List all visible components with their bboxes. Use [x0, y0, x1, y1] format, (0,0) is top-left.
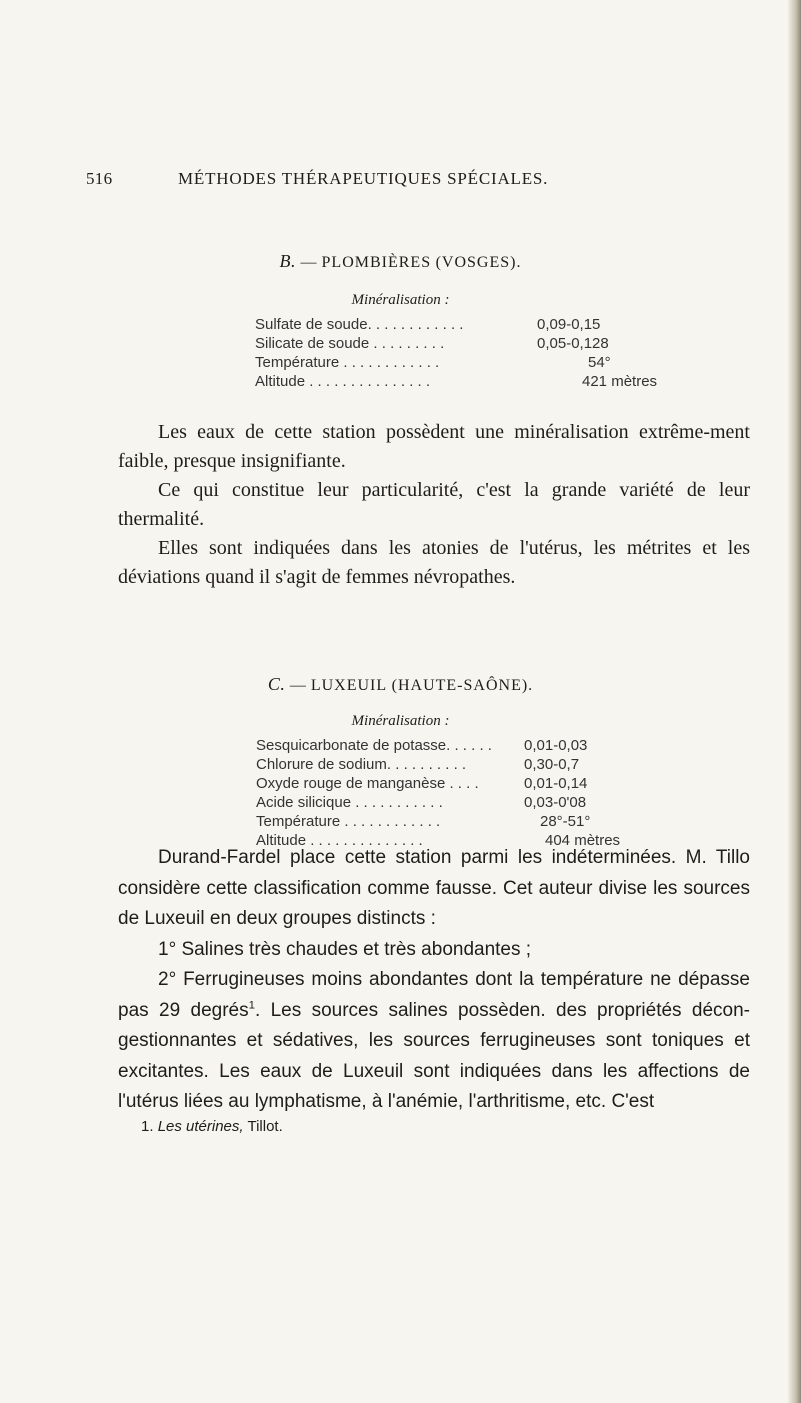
section-b-table: [255, 316, 705, 392]
section-b-body: [118, 418, 750, 592]
table-row: [255, 354, 705, 373]
row-label: Altitude . . . . . . . . . . . . . . .: [255, 373, 431, 390]
footnote: [141, 1118, 283, 1135]
row-value: 0,01-0,14: [524, 775, 588, 792]
paragraph: 1° Salines très chaudes et très abondantes ;: [158, 938, 532, 960]
footnote-reference[interactable]: 1: [248, 999, 255, 1012]
section-c-title: [0, 674, 801, 695]
section-b-title: [0, 251, 801, 272]
row-label: Altitude . . . . . . . . . . . . . .: [256, 832, 423, 849]
paragraph: Elles sont indiquées dans les atonies de l'utérus, les métrites et les déviations quand il s'agit de femmes névropathes.: [118, 537, 750, 588]
page-edge-shadow: [787, 0, 801, 1403]
row-label: Température . . . . . . . . . . . .: [255, 354, 440, 371]
section-c-station: LUXEUIL: [310, 677, 388, 694]
table-row: [256, 756, 716, 775]
table-row: [255, 373, 705, 392]
table-row: [255, 316, 705, 335]
row-label: Chlorure de sodium. . . . . . . . . .: [256, 756, 467, 773]
section-b-station: PLOMBIÈRES: [321, 254, 432, 271]
paragraph: Ce qui constitue leur particularité, c'est la grande variété de leur thermalité.: [118, 479, 750, 530]
paragraph: Durand-Fardel place cette station parmi les indéterminées. M. Tillo considère cette classification comme fausse. Cet auteur divise les sources de Luxeuil en deux groupes distincts :: [118, 847, 750, 929]
row-value: 0,05-0,128: [537, 335, 609, 352]
row-label: Sesquicarbonate de potasse. . . . . .: [256, 737, 492, 754]
footnote-number: 1.: [141, 1118, 154, 1135]
row-value: 28°-51°: [540, 813, 591, 830]
row-label: Oxyde rouge de manganèse . . . .: [256, 775, 479, 792]
row-label: Sulfate de soude. . . . . . . . . . . .: [255, 316, 464, 333]
table-row: [256, 775, 716, 794]
table-row: [256, 813, 716, 832]
row-value: 0,30-0,7: [524, 756, 580, 773]
running-title: MÉTHODES THÉRAPEUTIQUES SPÉCIALES.: [178, 169, 549, 188]
row-value: 0,09-0,15: [537, 316, 601, 333]
row-label: Température . . . . . . . . . . . .: [256, 813, 441, 830]
table-row: [256, 794, 716, 813]
section-b-region: (VOSGES).: [435, 254, 522, 271]
section-b-subheading: Minéralisation :: [351, 292, 450, 308]
paragraph-text: 2° Ferrugineuses moins abondantes dont la température ne dépasse pas 29 degrés: [118, 969, 750, 1021]
section-c-table: [256, 737, 716, 851]
row-value: 421 mètres: [582, 373, 658, 390]
row-value: 0,01-0,03: [524, 737, 588, 754]
section-b-letter: B.: [279, 251, 297, 271]
row-label: Acide silicique . . . . . . . . . . .: [256, 794, 443, 811]
paragraph-text: . Les sources salines possèden. des propriétés décon-gestionnantes et sédatives, les sources ferrugineuses sont toniques et excitantes. Les eaux de Luxeuil sont indiquées dans les affections de l'utérus liées au lymphatisme, à l'anémie, l'arthritisme, etc. C'est: [118, 999, 751, 1112]
row-value: 54°: [588, 354, 611, 371]
section-c-letter: C.: [267, 674, 286, 694]
section-b-dash: —: [300, 254, 318, 271]
paragraph: [118, 965, 750, 1118]
row-value: 0,03-0'08: [524, 794, 587, 811]
footnote-title: Les utérines,: [157, 1118, 244, 1135]
table-row: [256, 737, 716, 756]
row-label: Silicate de soude . . . . . . . . .: [255, 335, 445, 352]
section-c-subheading: Minéralisation :: [351, 713, 450, 729]
paragraph: Les eaux de cette station possèdent une minéralisation extrême-ment faible, presque insignifiante.: [118, 421, 750, 472]
page-number: 516: [86, 169, 113, 188]
section-c-dash: —: [289, 677, 307, 694]
section-c-region: (HAUTE-SAÔNE).: [391, 677, 534, 694]
footnote-author: Tillot.: [247, 1118, 283, 1135]
section-c-body: [118, 843, 750, 1118]
table-row: [255, 335, 705, 354]
row-value: 404 mètres: [545, 832, 621, 849]
